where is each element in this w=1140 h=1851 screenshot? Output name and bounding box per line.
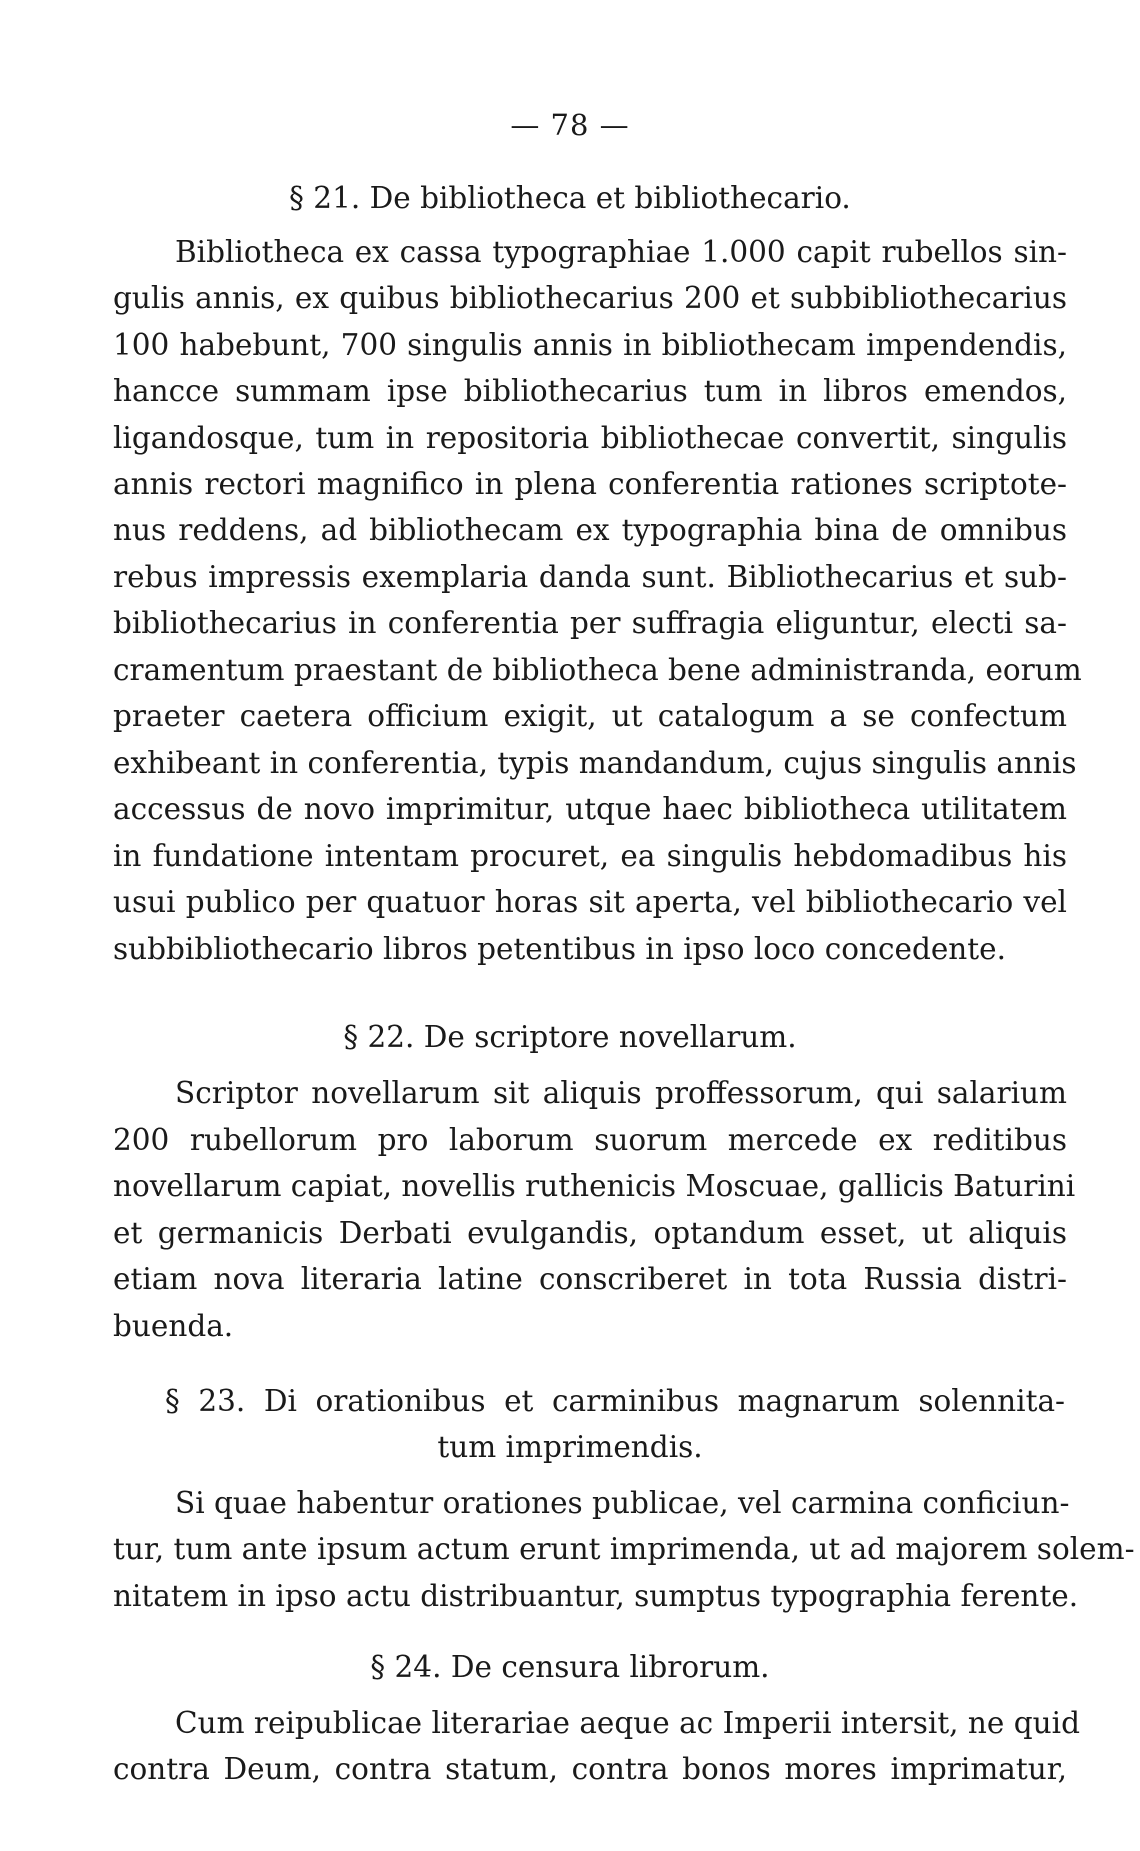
text-line: 200 rubellorum pro laborum suorum mercede ex reditibus [113, 1123, 1067, 1157]
text-line: praeter caetera officium exigit, ut catalogum a se confectum [113, 699, 1067, 733]
text-line: etiam nova literaria latine conscriberet in tota Russia distri- [113, 1262, 1067, 1296]
text-line: cramentum praestant de bibliotheca bene administranda, eorum [113, 653, 1082, 687]
text-line: annis rectori magnifico in plena conferentia rationes scriptote- [113, 467, 1067, 501]
text-line: tur, tum ante ipsum actum erunt imprimenda, ut ad majorem solem- [113, 1532, 1135, 1566]
text-line: Si quae habentur orationes publicae, vel carmina conficiun- [175, 1486, 1070, 1520]
text-line: gulis annis, ex quibus bibliothecarius 200 et subbibliothecarius [113, 281, 1067, 315]
section-heading-22: § 22. De scriptore novellarum. [343, 1020, 797, 1054]
page-number: — 78 — [510, 108, 630, 142]
text-line: et germanicis Derbati evulgandis, optandum esset, ut aliquis [113, 1216, 1067, 1250]
text-line: contra Deum, contra statum, contra bonos mores imprimatur, [113, 1752, 1067, 1786]
text-line: nus reddens, ad bibliothecam ex typographia bina de omnibus [113, 513, 1067, 547]
text-line: usui publico per quatuor horas sit aperta, vel bibliothecario vel [113, 885, 1067, 919]
text-line: nitatem in ipso actu distribuantur, sumptus typographia ferente. [113, 1579, 1079, 1613]
text-line: subbibliothecario libros petentibus in ipso loco concedente. [113, 932, 1006, 966]
text-line: rebus impressis exemplaria danda sunt. Bibliothecarius et sub- [113, 560, 1067, 594]
section-heading-24: § 24. De censura librorum. [370, 1650, 770, 1684]
text-line: in fundatione intentam procuret, ea singulis hebdomadibus his [113, 839, 1067, 873]
text-line: bibliothecarius in conferentia per suffragia eliguntur, electi sa- [113, 606, 1067, 640]
text-line: novellarum capiat, novellis ruthenicis Moscuae, gallicis Baturini [113, 1169, 1076, 1203]
text-line: hancce summam ipse bibliothecarius tum in libros emendos, [113, 374, 1067, 408]
text-line: accessus de novo imprimitur, utque haec bibliotheca utilitatem [113, 792, 1067, 826]
text-line: Cum reipublicae literariae aeque ac Imperii intersit, ne quid [175, 1706, 1080, 1740]
text-line: Scriptor novellarum sit aliquis proffessorum, qui salarium [175, 1076, 1067, 1110]
text-line: ligandosque, tum in repositoria bibliothecae convertit, singulis [113, 421, 1067, 455]
section-heading-23: § 23. Di orationibus et carminibus magnarum solennita- [165, 1384, 1065, 1418]
section-heading-21: § 21. De bibliotheca et bibliothecario. [289, 181, 851, 215]
text-line: 100 habebunt, 700 singulis annis in bibliothecam impendendis, [113, 328, 1067, 362]
text-line: exhibeant in conferentia, typis mandandum, cujus singulis annis [113, 746, 1077, 780]
text-line: buenda. [113, 1309, 234, 1343]
section-heading-23-continued: tum imprimendis. [437, 1430, 703, 1464]
text-line: Bibliotheca ex cassa typographiae 1.000 capit rubellos sin- [175, 235, 1067, 269]
